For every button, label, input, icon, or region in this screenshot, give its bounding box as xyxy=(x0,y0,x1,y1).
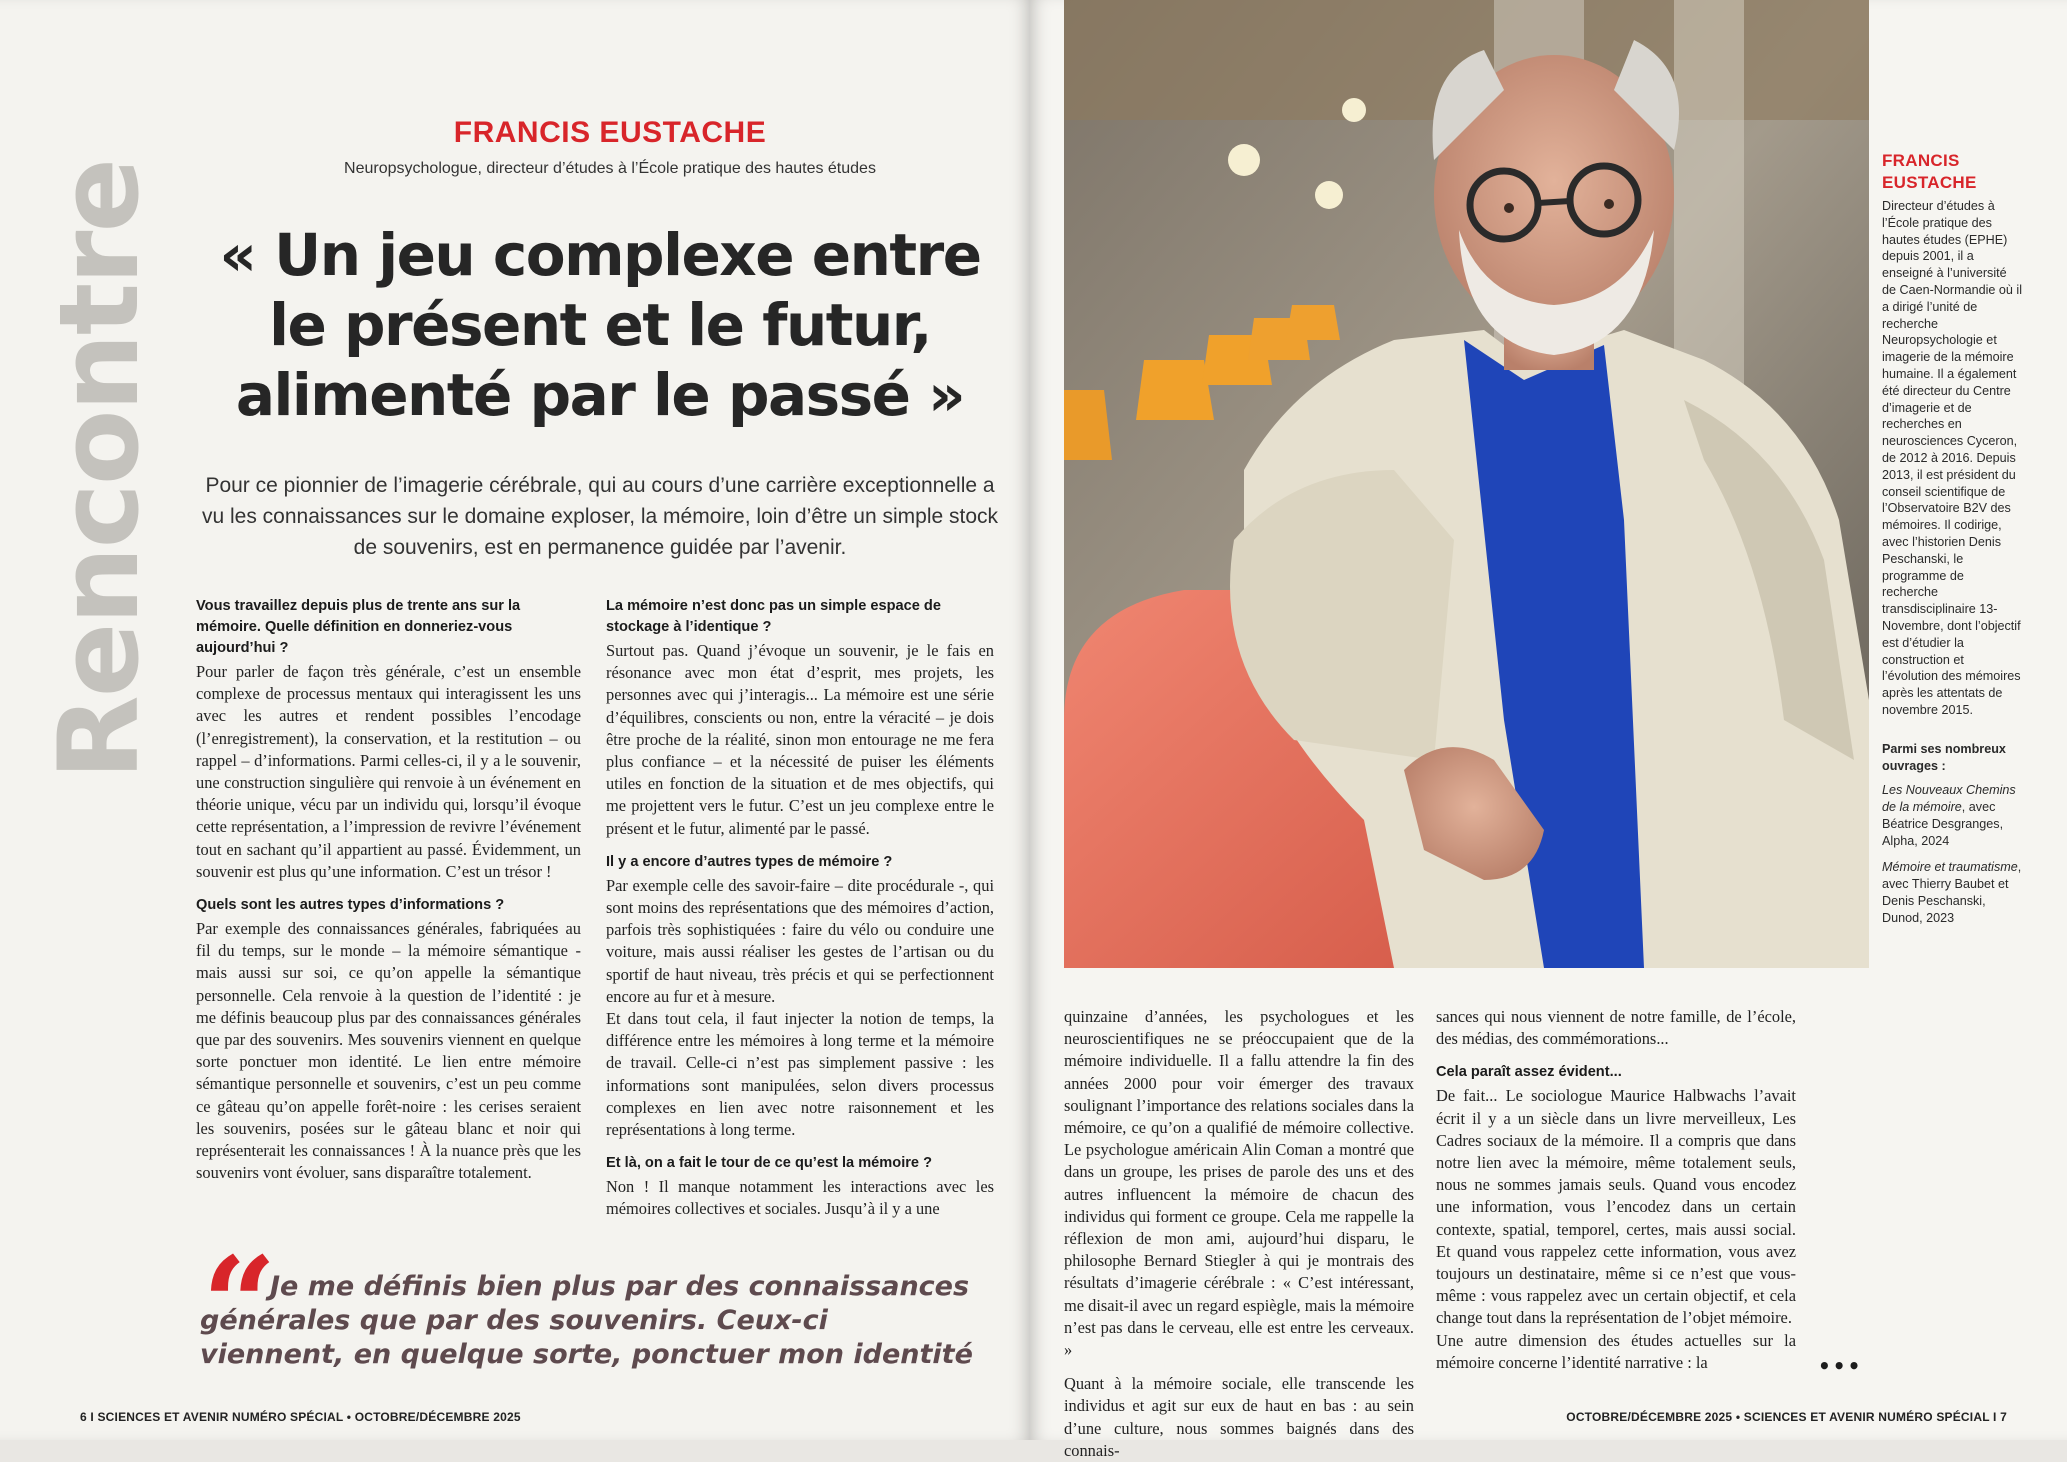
left-page xyxy=(0,0,1030,1440)
answer: Quant à la mémoire sociale, elle transcende les individus et agit sur eux de haut en bas : au sein d’une culture, nous sommes baignés dans des connais- xyxy=(1064,1374,1414,1460)
question: Il y a encore d’autres types de mémoire ? xyxy=(606,853,893,870)
question: Cela paraît assez évident... xyxy=(1436,1064,1622,1081)
footer-left: 6 I SCIENCES ET AVENIR NUMÉRO SPÉCIAL • OCTOBRE/DÉCEMBRE 2025 xyxy=(80,1410,521,1424)
question: Quels sont les autres types d’informations ? xyxy=(196,897,505,914)
portrait-photo xyxy=(1064,0,1869,968)
answer: Non ! Il manque notamment les interactions avec les mémoires collectives et sociales. Jusqu’à il y a une xyxy=(606,1177,994,1219)
text-column-4 xyxy=(1436,1006,1796,1378)
answer: sances qui nous viennent de notre famille, de l’école, des médias, des commémorations... xyxy=(1436,1007,1796,1049)
sidebar-books-title: Parmi ses nombreux ouvrages : xyxy=(1882,741,2006,773)
question: Vous travaillez depuis plus de trente ans sur la mémoire. Quelle définition en donneriez-vous aujourd’hui ? xyxy=(196,598,521,656)
question: Et là, on a fait le tour de ce qu’est la mémoire ? xyxy=(606,1155,933,1172)
answer: Pour parler de façon très générale, c’est un ensemble complexe de processus mentaux qui interagissent les uns avec les autres et rendent possibles l’encodage (l’enregistrement), la conservation, et la restitution – ou rappel – d’informations. Parmi celles-ci, il y a le souvenir, une construction singulière qui renvoie à un événement en théorie unique, vécu par un individu qui, lorsqu’il évoque cette représentation, a l’impression de revivre l’événement tout en sachant qu’il appartient au passé. Évidemment, un souvenir est plus qu’une information. C’est un trésor ! xyxy=(196,662,581,881)
question: La mémoire n’est donc pas un simple espace de stockage à l’identique ? xyxy=(606,598,941,635)
answer: Une autre dimension des études actuelles sur la mémoire concerne l’identité narrative : la xyxy=(1436,1330,1796,1372)
interviewee-name: FRANCIS EUSTACHE xyxy=(453,116,767,149)
article-lead: Pour ce pionnier de l’imagerie cérébrale, qui au cours d’une carrière exceptionnelle a vu les connaissances sur le domaine exploser, la mémoire, loin d’être un simple stock de souvenirs, est en permanence guidée par l’avenir. xyxy=(201,474,999,559)
quote-mark-icon: “ xyxy=(202,1228,277,1381)
book-details: , avec Béatrice Desgranges, Alpha, 2024 xyxy=(1882,800,2004,848)
answer: quinzaine d’années, les psychologues et les neuroscientifiques ne se préoccupaient que de la mémoire individuelle. Il a fallu attendre la fin des années 2000 pour voir émerger des travaux soulignant l’importance des relations sociales dans la mémoire, ce qu’on a qualifié de mémoire collective. Le psychologue américain Alin Coman a montré que dans un groupe, les prises de parole des uns et des autres influencent la mémoire de chacun des individus qui forment ce groupe. Cela me rappelle la réflexion de mon ami, aujourd’hui disparu, le philosophe Bernard Stiegler à qui je montrais des résultats d’imagerie cérébrale : « C’est intéressant, me disait-il avec un regard espiègle, mais la mémoire n’est pas dans le cerveau, elle est entre les cerveaux. » xyxy=(1064,1007,1414,1360)
text-column-3 xyxy=(1064,1006,1414,1460)
article-headline: « Un jeu complexe entre le présent et le futur, alimenté par le passé » xyxy=(219,221,981,429)
pull-quote: Je me définis bien plus par des connaissances générales que par des souvenirs. Ceux-ci viennent, en quelque sorte, ponctuer mon identité xyxy=(200,1271,973,1370)
sidebar-bio: Directeur d’études à l’École pratique des hautes études (EPHE) depuis 2001, il a enseigné à l’université de Caen-Normandie où il a dirigé l’unité de recherche Neuropsychologie et imagerie de la mémoire humaine. Il a également été directeur du Centre d’imagerie et de recherches en neurosciences Cyceron, de 2012 à 2016. Depuis 2013, il est président du conseil scientifique de l’Observatoire B2V des mémoires. Il codirige, avec l’historien Denis Peschanski, le programme de recherche transdisciplinaire 13-Novembre, dont l’objectif est d’étudier la construction et l’évolution des mémoires après les attentats de novembre 2015. xyxy=(1882,199,2023,717)
book-item xyxy=(1882,859,2022,926)
text-column-1 xyxy=(196,596,581,1236)
answer: Surtout pas. Quand j’évoque un souvenir, je le fais en résonance avec mon état d’esprit, mes projets, les personnes avec qui j’interagis... La mémoire est une série d’équilibres, conscients ou non, entre la véracité – je dois être proche de la réalité, sinon mon entourage ne me fera plus confiance – et la nécessité de puiser les éléments utiles en fonction de la situation et de mes objectifs, qui me projettent vers le futur. C’est un jeu complexe entre le présent et le futur, alimenté par le passé. xyxy=(606,641,994,838)
bio-sidebar xyxy=(1882,150,2022,937)
answer: De fait... Le sociologue Maurice Halbwachs l’avait écrit il y a un siècle dans un livre merveilleux, Les Cadres sociaux de la mémoire. Il a compris que dans notre lien avec la mémoire, même totalement seuls, nous ne sommes jamais seuls. Quand vous encodez une information, vous l’encodez dans un certain contexte, spatial, temporel, certes, mais aussi social. Et quand vous rappelez cette information, vous avez toujours un destinataire, même si ce n’est que vous-même : vous rappelez avec un certain objectif, et cela change tout dans la représentation de l’objet mémoire. xyxy=(1436,1086,1796,1328)
book-title: Mémoire et traumatisme xyxy=(1882,860,2018,875)
book-title: Les Nouveaux Chemins de la mémoire xyxy=(1882,783,2016,815)
answer: Par exemple des connaissances générales, fabriquées au fil du temps, sur le monde – la mémoire sémantique - mais aussi sur soi, ce qu’on appelle la sémantique personnelle. Cela renvoie à la question de l’identité : je me définis beaucoup plus par des connaissances générales que par des souvenirs. Mes souvenirs viennent en quelque sorte ponctuer mon identité. Le lien entre mémoire sémantique personnelle et souvenirs, c’est un peu comme ce gâteau qu’on appelle forêt-noire : les cerises seraient les souvenirs, posées sur le gâteau blanc et noir qui représenterait les connaissances ! À la nuance près que les souvenirs vont évoluer, sans disparaître totalement. xyxy=(196,919,581,1183)
text-column-2 xyxy=(606,596,994,1236)
book-item xyxy=(1882,782,2022,849)
footer-right: OCTOBRE/DÉCEMBRE 2025 • SCIENCES ET AVENIR NUMÉRO SPÉCIAL I 7 xyxy=(1566,1410,2007,1424)
book-details: , avec Thierry Baubet et Denis Peschanski, Dunod, 2023 xyxy=(1882,860,2022,925)
section-label: Rencontre xyxy=(35,159,163,780)
answer: Par exemple celle des savoir-faire – dite procédurale -, qui sont moins des représentations que des mémoires d’action, parfois très sophistiquées : faire du vélo ou conduire une voiture, mais aussi réaliser les gestes de l’artisan ou du sportif de haut niveau, très précis et qui se perfectionnent encore au fur et à mesure. xyxy=(606,875,994,1006)
answer: Et dans tout cela, il faut injecter la notion de temps, la différence entre les mémoires à long terme et la mémoire de travail. Celle-ci n’est pas simplement passive : les informations sont manipulées, selon divers processus complexes en lien avec notre raisonnement et les représentations à long terme. xyxy=(606,1009,994,1140)
sidebar-name: FRANCIS EUSTACHE xyxy=(1882,151,1977,192)
continue-marker: ••• xyxy=(1818,1354,1863,1378)
interviewee-subtitle: Neuropsychologue, directeur d’études à l’École pratique des hautes études xyxy=(344,160,876,177)
